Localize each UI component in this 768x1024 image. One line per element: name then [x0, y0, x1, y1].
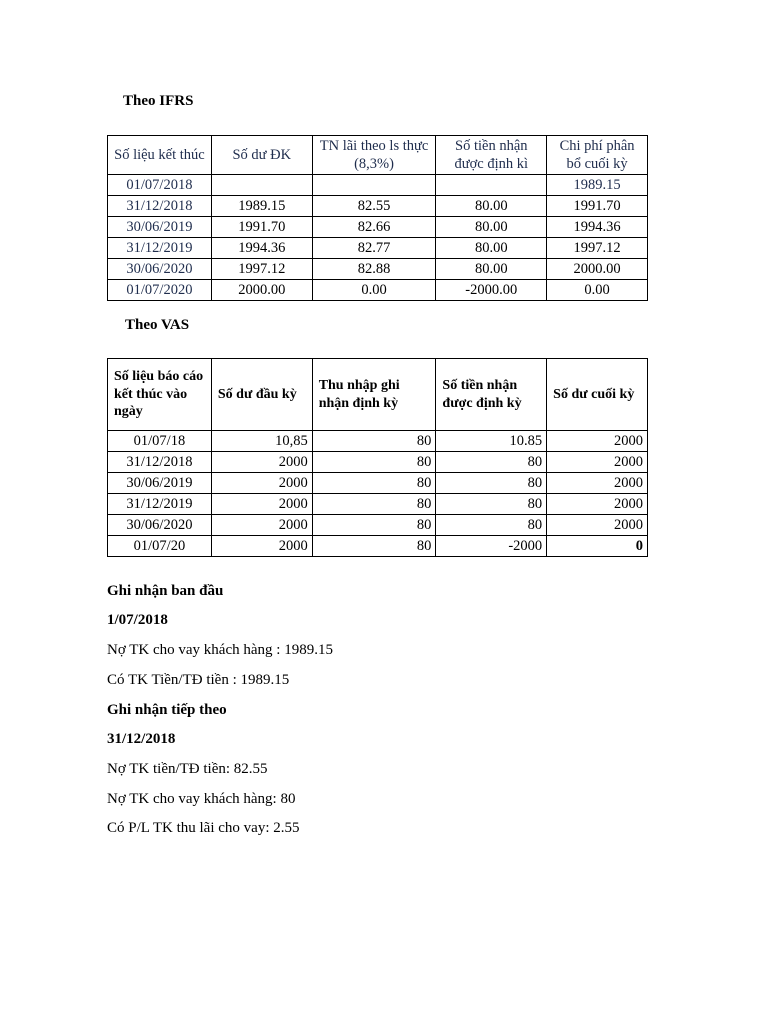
header-text: Số tiền nhận được định kỳ — [442, 378, 522, 411]
table-row — [108, 431, 648, 452]
table-cell: 2000 — [547, 431, 648, 452]
table-cell: 10,85 — [211, 431, 312, 452]
vas-heading: Theo VAS — [125, 317, 190, 333]
table-cell: 1991.70 — [211, 217, 312, 238]
table-cell: 01/07/20 — [108, 536, 212, 557]
table-cell: 0 — [547, 536, 648, 557]
vas-header-cell — [211, 359, 312, 431]
note-date: 31/12/2018 — [107, 731, 176, 747]
table-cell: 1991.70 — [547, 196, 648, 217]
table-cell: 80 — [312, 431, 436, 452]
table-cell: 80 — [312, 536, 436, 557]
note-heading: Ghi nhận tiếp theo — [107, 702, 227, 718]
ifrs-header-cell — [436, 136, 547, 175]
table-cell: 1989.15 — [211, 196, 312, 217]
table-cell: 30/06/2019 — [108, 217, 212, 238]
table-cell: 31/12/2019 — [108, 238, 212, 259]
table-cell: 80 — [312, 452, 436, 473]
table-cell: 01/07/2018 — [108, 175, 212, 196]
header-text: Số tiền nhận được định kì — [454, 138, 529, 172]
table-cell: 80 — [436, 452, 547, 473]
table-cell: 31/12/2019 — [108, 494, 212, 515]
table-row — [108, 238, 648, 259]
note-line: Có TK Tiền/TĐ tiền : 1989.15 — [107, 672, 290, 688]
vas-header-cell — [547, 359, 648, 431]
table-cell: 80 — [312, 515, 436, 536]
table-row — [108, 515, 648, 536]
table-cell: 80.00 — [436, 238, 547, 259]
table-cell: -2000.00 — [436, 280, 547, 301]
ifrs-header-cell — [211, 136, 312, 175]
header-text: Thu nhập ghi nhận định kỳ — [318, 378, 400, 411]
vas-header-cell — [436, 359, 547, 431]
ifrs-header-cell — [312, 136, 436, 175]
table-row — [108, 473, 648, 494]
note-line: Có P/L TK thu lãi cho vay: 2.55 — [107, 820, 300, 836]
table-cell: 01/07/18 — [108, 431, 212, 452]
table-cell — [436, 175, 547, 196]
table-row — [108, 536, 648, 557]
vas-table — [107, 358, 648, 557]
header-text: Số liệu kết thúc — [114, 147, 205, 163]
header-text: Số dư ĐK — [232, 147, 292, 163]
table-cell: 80 — [312, 473, 436, 494]
table-cell: 1997.12 — [547, 238, 648, 259]
table-cell: 82.88 — [312, 259, 436, 280]
table-cell: 31/12/2018 — [108, 196, 212, 217]
ifrs-table — [107, 135, 648, 301]
ifrs-header-cell — [108, 136, 212, 175]
vas-header-cell — [312, 359, 436, 431]
vas-header-row — [108, 359, 648, 431]
table-row — [108, 452, 648, 473]
table-cell: 01/07/2020 — [108, 280, 212, 301]
table-row — [108, 494, 648, 515]
table-cell: 2000 — [211, 473, 312, 494]
header-text: Số dư đầu kỳ — [217, 386, 297, 402]
table-cell: 1994.36 — [211, 238, 312, 259]
table-cell: 0.00 — [312, 280, 436, 301]
header-text: Số dư cuối kỳ — [553, 386, 635, 402]
table-row — [108, 175, 648, 196]
note-line: Nợ TK cho vay khách hàng: 80 — [107, 791, 296, 807]
table-cell: 2000 — [547, 494, 648, 515]
table-cell: 1994.36 — [547, 217, 648, 238]
ifrs-header-cell — [547, 136, 648, 175]
table-cell: 1997.12 — [211, 259, 312, 280]
table-cell: 80.00 — [436, 259, 547, 280]
table-cell: 2000 — [547, 515, 648, 536]
table-cell: 2000 — [547, 473, 648, 494]
note-date: 1/07/2018 — [107, 612, 168, 628]
table-cell: 80 — [312, 494, 436, 515]
table-cell: 2000.00 — [211, 280, 312, 301]
table-cell: 80.00 — [436, 196, 547, 217]
table-cell: 2000 — [211, 494, 312, 515]
table-cell: 30/06/2019 — [108, 473, 212, 494]
table-cell: 2000 — [211, 536, 312, 557]
header-text: Chi phí phân bổ cuối kỳ — [559, 138, 635, 172]
table-cell: 80.00 — [436, 217, 547, 238]
table-cell: -2000 — [436, 536, 547, 557]
ifrs-heading: Theo IFRS — [123, 93, 194, 109]
table-cell: 80 — [436, 515, 547, 536]
table-cell: 2000 — [211, 515, 312, 536]
note-heading: Ghi nhận ban đầu — [107, 583, 224, 599]
table-cell: 2000.00 — [547, 259, 648, 280]
table-row — [108, 217, 648, 238]
table-cell: 30/06/2020 — [108, 259, 212, 280]
table-cell: 0.00 — [547, 280, 648, 301]
table-cell: 82.55 — [312, 196, 436, 217]
table-cell: 2000 — [547, 452, 648, 473]
header-text: TN lãi theo ls thực (8,3%) — [319, 138, 429, 172]
table-cell: 10.85 — [436, 431, 547, 452]
table-row — [108, 196, 648, 217]
ifrs-header-row — [108, 136, 648, 175]
table-cell: 80 — [436, 473, 547, 494]
note-line: Nợ TK cho vay khách hàng : 1989.15 — [107, 642, 333, 658]
table-cell — [312, 175, 436, 196]
table-cell: 30/06/2020 — [108, 515, 212, 536]
table-cell: 82.66 — [312, 217, 436, 238]
table-cell — [211, 175, 312, 196]
table-cell: 80 — [436, 494, 547, 515]
vas-header-cell — [108, 359, 212, 431]
table-cell: 1989.15 — [547, 175, 648, 196]
table-row — [108, 280, 648, 301]
table-cell: 82.77 — [312, 238, 436, 259]
note-line: Nợ TK tiền/TĐ tiền: 82.55 — [107, 761, 268, 777]
table-cell: 31/12/2018 — [108, 452, 212, 473]
table-row — [108, 259, 648, 280]
table-cell: 2000 — [211, 452, 312, 473]
header-text: Số liệu báo cáo kết thúc vào ngày — [114, 369, 204, 420]
